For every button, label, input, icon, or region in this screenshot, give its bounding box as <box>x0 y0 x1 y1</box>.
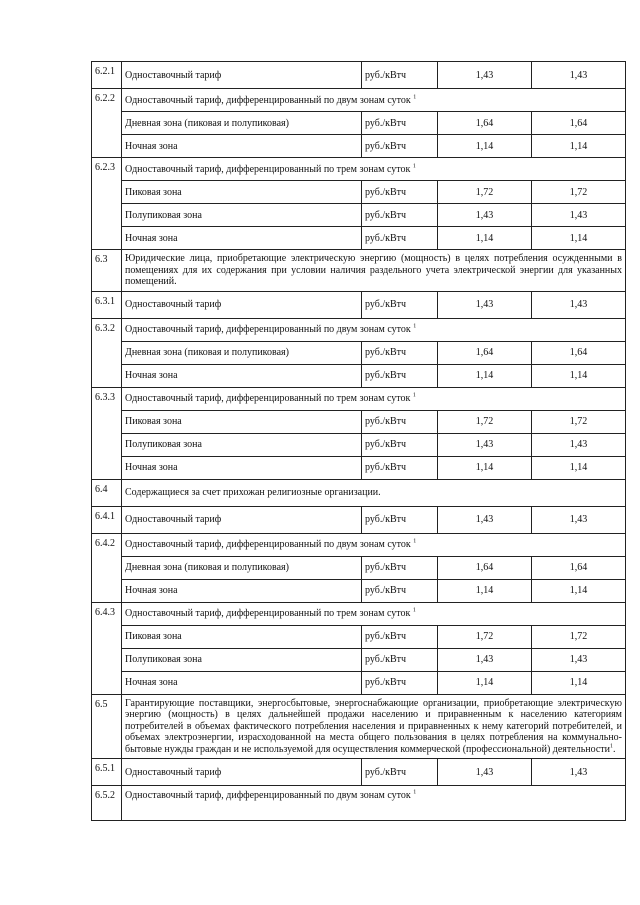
value-cell: 1,14 <box>438 227 532 250</box>
value-cell: 1,14 <box>532 456 626 479</box>
zone-name: Ночная зона <box>122 456 362 479</box>
value-cell: 1,43 <box>532 648 626 671</box>
value-cell: 1,43 <box>438 648 532 671</box>
value-cell: 1,72 <box>438 625 532 648</box>
value-cell: 1,14 <box>532 671 626 694</box>
tariff-name <box>122 533 626 556</box>
zone-name: Ночная зона <box>122 364 362 387</box>
value-cell: 1,14 <box>438 135 532 158</box>
value-cell: 1,64 <box>532 341 626 364</box>
zone-name: Пиковая зона <box>122 625 362 648</box>
tariff-name-text: Одноставочный тариф, дифференцированный по трем зонам суток <box>125 608 411 619</box>
unit-cell: руб./кВтч <box>362 291 438 318</box>
unit-cell: руб./кВтч <box>362 410 438 433</box>
value-cell: 1,43 <box>532 204 626 227</box>
unit-cell: руб./кВтч <box>362 579 438 602</box>
table-row <box>92 227 626 250</box>
footnote-mark: 1 <box>610 743 614 750</box>
table-row <box>92 625 626 648</box>
value-cell: 1,72 <box>438 181 532 204</box>
zone-name: Дневная зона (пиковая и полупиковая) <box>122 556 362 579</box>
table-row <box>92 456 626 479</box>
row-number: 6.3.2 <box>92 318 122 387</box>
unit-cell: руб./кВтч <box>362 204 438 227</box>
section-description-text: Гарантирующие поставщики, энергосбытовые, энергоснабжающие организации, приобретающие электрическую энергию (мощность) в целях дальнейшей продажи населению и приравненным к населению категориям потребителей в объемах фактического потребления населения и приравненных к нему категорий потребителей, и объемах электроэнергии, израсходованной на места общего пользования в целях потребления на коммунально-бытовые нужды граждан и не используемой для осуществления коммерческой (профессиональной) деятельности <box>125 697 622 755</box>
zone-name: Пиковая зона <box>122 410 362 433</box>
zone-name: Полупиковая зона <box>122 433 362 456</box>
section-row <box>92 479 626 506</box>
value-cell: 1,43 <box>532 759 626 786</box>
table-row <box>92 387 626 410</box>
table-row <box>92 89 626 112</box>
value-cell: 1,43 <box>438 62 532 89</box>
tariff-name <box>122 786 626 821</box>
section-number: 6.4 <box>92 479 122 506</box>
unit-cell: руб./кВтч <box>362 506 438 533</box>
table-row <box>92 648 626 671</box>
zone-name: Ночная зона <box>122 135 362 158</box>
value-cell: 1,72 <box>532 410 626 433</box>
table-row <box>92 204 626 227</box>
table-row <box>92 62 626 89</box>
unit-cell: руб./кВтч <box>362 341 438 364</box>
value-cell: 1,14 <box>532 135 626 158</box>
zone-name: Полупиковая зона <box>122 648 362 671</box>
section-row <box>92 694 626 759</box>
section-number: 6.5 <box>92 694 122 759</box>
unit-cell: руб./кВтч <box>362 135 438 158</box>
value-cell: 1,43 <box>532 62 626 89</box>
value-cell: 1,43 <box>532 291 626 318</box>
tariff-name <box>122 158 626 181</box>
table-row <box>92 181 626 204</box>
table-row <box>92 410 626 433</box>
footnote-mark: 1 <box>413 323 417 330</box>
row-number: 6.4.3 <box>92 602 122 694</box>
value-cell: 1,72 <box>532 181 626 204</box>
value-cell: 1,43 <box>532 506 626 533</box>
row-number: 6.4.2 <box>92 533 122 602</box>
table-row <box>92 112 626 135</box>
tariff-name-text: Одноставочный тариф, дифференцированный по двум зонам суток <box>125 790 411 801</box>
unit-cell: руб./кВтч <box>362 625 438 648</box>
value-cell: 1,43 <box>438 204 532 227</box>
value-cell: 1,14 <box>532 227 626 250</box>
tariff-name <box>122 387 626 410</box>
footnote-mark: 1 <box>412 607 416 614</box>
footnote-mark: 1 <box>413 94 417 101</box>
value-cell: 1,64 <box>532 556 626 579</box>
value-cell: 1,64 <box>438 112 532 135</box>
zone-name: Ночная зона <box>122 227 362 250</box>
table-row <box>92 364 626 387</box>
value-cell: 1,14 <box>438 364 532 387</box>
unit-cell: руб./кВтч <box>362 648 438 671</box>
value-cell: 1,14 <box>438 671 532 694</box>
table-row <box>92 556 626 579</box>
tariff-name: Одноставочный тариф <box>122 759 362 786</box>
zone-name: Ночная зона <box>122 671 362 694</box>
value-cell: 1,14 <box>532 579 626 602</box>
tariff-name <box>122 89 626 112</box>
table-row <box>92 579 626 602</box>
section-description: Юридические лица, приобретающие электрическую энергию (мощность) в целях потребления осужденными в помещениях для их содержания при условии наличия раздельного учета электрической энергии для указанных помещений. <box>122 250 626 292</box>
row-number: 6.3.1 <box>92 291 122 318</box>
zone-name: Ночная зона <box>122 579 362 602</box>
zone-name: Дневная зона (пиковая и полупиковая) <box>122 341 362 364</box>
table-row <box>92 786 626 821</box>
table-row <box>92 291 626 318</box>
tariff-name-text: Одноставочный тариф, дифференцированный по двум зонам суток <box>125 539 411 550</box>
value-cell: 1,14 <box>438 579 532 602</box>
footnote-mark: 1 <box>412 163 416 170</box>
section-description: Гарантирующие поставщики, энергосбытовые, энергоснабжающие организации, приобретающие электрическую энергию (мощность) в целях дальнейшей продажи населению и приравненным к населению категориям потребителей в объемах фактического потребления населения и приравненных к нему категорий потребителей, и объемах электроэнергии, израсходованной на места общего пользования в целях потребления на коммунально-бытовые нужды граждан и не используемой для осуществления коммерческой (профессиональной) деятельности$^1$. <box>122 694 626 759</box>
unit-cell: руб./кВтч <box>362 181 438 204</box>
value-cell: 1,64 <box>438 341 532 364</box>
table-row <box>92 433 626 456</box>
table-row <box>92 341 626 364</box>
row-number: 6.4.1 <box>92 506 122 533</box>
zone-name: Полупиковая зона <box>122 204 362 227</box>
table-row <box>92 318 626 341</box>
row-number: 6.2.2 <box>92 89 122 158</box>
tariff-table <box>91 61 626 821</box>
value-cell: 1,43 <box>438 291 532 318</box>
section-description: Содержащиеся за счет прихожан религиозные организации. <box>122 479 626 506</box>
tariff-name-text: Одноставочный тариф, дифференцированный по трем зонам суток <box>125 393 411 404</box>
value-cell: 1,64 <box>438 556 532 579</box>
row-number: 6.3.3 <box>92 387 122 479</box>
unit-cell: руб./кВтч <box>362 759 438 786</box>
value-cell: 1,43 <box>532 433 626 456</box>
table-row <box>92 135 626 158</box>
table-row <box>92 671 626 694</box>
table-row <box>92 506 626 533</box>
row-number: 6.2.3 <box>92 158 122 250</box>
table-row <box>92 533 626 556</box>
value-cell: 1,72 <box>438 410 532 433</box>
footnote-mark: 1 <box>412 392 416 399</box>
tariff-name: Одноставочный тариф <box>122 62 362 89</box>
value-cell: 1,43 <box>438 506 532 533</box>
tariff-name <box>122 318 626 341</box>
table-row <box>92 759 626 786</box>
section-number: 6.3 <box>92 250 122 292</box>
table-row <box>92 158 626 181</box>
row-number: 6.2.1 <box>92 62 122 89</box>
unit-cell: руб./кВтч <box>362 556 438 579</box>
value-cell: 1,43 <box>438 759 532 786</box>
row-number: 6.5.2 <box>92 786 122 821</box>
tariff-name: Одноставочный тариф <box>122 506 362 533</box>
value-cell: 1,72 <box>532 625 626 648</box>
unit-cell: руб./кВтч <box>362 364 438 387</box>
tariff-name <box>122 602 626 625</box>
unit-cell: руб./кВтч <box>362 227 438 250</box>
value-cell: 1,14 <box>532 364 626 387</box>
footnote-mark: 1 <box>413 538 417 545</box>
row-number: 6.5.1 <box>92 759 122 786</box>
tariff-name: Одноставочный тариф <box>122 291 362 318</box>
tariff-name-text: Одноставочный тариф, дифференцированный по трем зонам суток <box>125 163 411 175</box>
footnote-mark: 1 <box>413 789 417 796</box>
unit-cell: руб./кВтч <box>362 456 438 479</box>
value-cell: 1,43 <box>438 433 532 456</box>
unit-cell: руб./кВтч <box>362 112 438 135</box>
unit-cell: руб./кВтч <box>362 433 438 456</box>
section-row <box>92 250 626 292</box>
value-cell: 1,64 <box>532 112 626 135</box>
unit-cell: руб./кВтч <box>362 671 438 694</box>
unit-cell: руб./кВтч <box>362 62 438 89</box>
value-cell: 1,14 <box>438 456 532 479</box>
zone-name: Дневная зона (пиковая и полупиковая) <box>122 112 362 135</box>
zone-name: Пиковая зона <box>122 181 362 204</box>
tariff-name-text: Одноставочный тариф, дифференцированный по двум зонам суток <box>125 324 411 335</box>
table-row <box>92 602 626 625</box>
tariff-name-text: Одноставочный тариф, дифференцированный по двум зонам суток <box>125 94 411 106</box>
